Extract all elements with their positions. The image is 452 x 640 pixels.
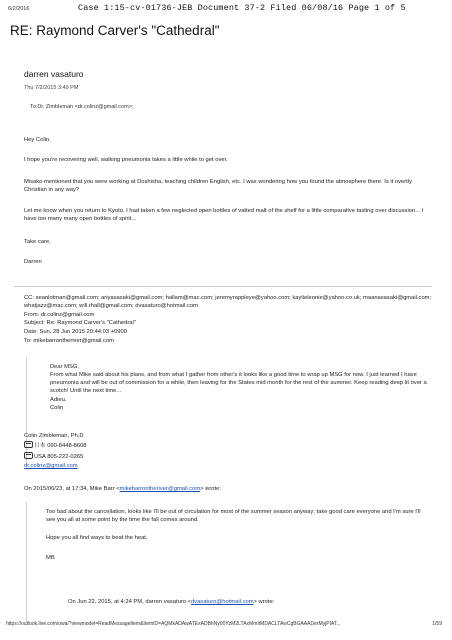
- quote-signature: Colin: [50, 405, 64, 411]
- reply-intro-prefix: On 2015/06/23, at 17:34, Mike Barr <: [24, 486, 120, 492]
- footer-url: https://outlook.live.com/owa/?viewmodel=ReadMessageItem&ItemID=AQMkADAwATExADBhNy00YzM2LTAxMmItMDACLTAwCgBGAAADerMyjPIAT...: [6, 621, 341, 627]
- nested-reply-intro: [68, 598, 274, 606]
- reply-intro: [24, 485, 221, 494]
- reply-quote-bar: [26, 502, 27, 622]
- nested-intro-suffix: > wrote:: [253, 599, 275, 605]
- signature-name: Darren: [24, 259, 42, 265]
- page-number: 1/59: [432, 621, 442, 627]
- signature-fullname: Colin Zimbleman, Ph.D: [24, 433, 84, 439]
- from-line: From: dr.colinz@gmail.com: [24, 312, 95, 318]
- phone-japan: [24, 441, 87, 451]
- reply-paragraph: Hope you all find ways to beat the heat,: [46, 535, 148, 541]
- nested-email-link[interactable]: dvasaturo@hotmail.com: [190, 599, 254, 605]
- body-paragraph: Let me know when you return to Kyoto. I had taken a few neglected open bottles of vatted malt of the shelf for a little comparative tasting over discussion... I have too many many open bottles of spirit...: [24, 208, 424, 222]
- subject-line: Subject: Re: Raymond Carver's "Cathedral": [24, 320, 136, 326]
- divider: [14, 286, 432, 287]
- reply-intro-suffix: > wrote:: [200, 486, 221, 492]
- cc-line: CC: seanlotman@gmail.com; ariyasasaki@gmail.com; hallam@mac.com; jeremyrappleye@yahoo.com; kaylieleonie@yahoo.co.uk; maanasasaki@gmail.com; whatjazz@mac.com; will.rhall@gmail.com; dvasaturo@hotmail.com: [24, 295, 432, 310]
- quote-paragraph: From what Mike said about his plans, and from what I gather from other's it looks like a good time to wrap up MSG for now. I just learned I have pneumonia and will be out of commission for a while, then leaving for the States mid month for the rest of the summer. Keep reading deep lit over a scotch! Until the next time...: [50, 372, 427, 395]
- sign-off: Take care,: [24, 239, 51, 245]
- sent-date: Thu 7/2/2015 3:49 PM: [24, 85, 79, 91]
- nested-intro-prefix: On Jun 22, 2015, at 4:24 PM, darren vasaturo <: [68, 599, 191, 605]
- quote-greeting: Dear MSG,: [50, 364, 79, 370]
- page-title: RE: Raymond Carver's "Cathedral": [10, 23, 220, 38]
- reply-paragraph: Too bad about the cancellation, looks like I'll be out of circulation for most of the summer season anyway; take good care everyone and I'm sure I'll see you all at some point by the time the fall comes around.: [46, 509, 421, 524]
- phone-usa-text: USA 805-222-0265: [34, 454, 84, 460]
- greeting: Hey Colin,: [24, 137, 51, 143]
- phone-japan-text: 日本 090-8448-8608: [34, 443, 87, 449]
- signature-email-link[interactable]: dr.colinz@gmail.com: [24, 463, 78, 469]
- phone-usa: [24, 452, 83, 462]
- body-paragraph: Misako mentioned that you were working at Doshisha, teaching children English, etc. I was wondering how you found the atmosphere there. Is it overtly Christian in any way?: [24, 179, 412, 193]
- quote-adieu: Adieu,: [50, 397, 67, 403]
- case-line: Case 1:15-cv-01736-JEB Document 37-2 Filed 06/08/16 Page 1 of 5: [78, 3, 406, 13]
- reply-email-link[interactable]: mikebarrontheriver@gmail.com: [119, 486, 201, 492]
- sender-name: darren vasaturo: [24, 69, 84, 79]
- phone-icon: [24, 452, 33, 459]
- reply-signoff: MB: [46, 555, 55, 561]
- date-line: Date: Sun, 28 Jun 2015 20:44:03 +0900: [24, 329, 127, 335]
- body-paragraph: I hope you're recovering well, walking pneumonia takes a little while to get over.: [24, 157, 228, 163]
- recipient-line: To:Dr. Zimbleman <dr.colinz@gmail.com>;: [30, 104, 134, 110]
- to-line: To: mikebarrontheriver@gmail.com: [24, 338, 114, 344]
- phone-icon: [24, 441, 33, 448]
- print-date: 6/2/2016: [8, 6, 30, 12]
- case-header: [78, 3, 406, 13]
